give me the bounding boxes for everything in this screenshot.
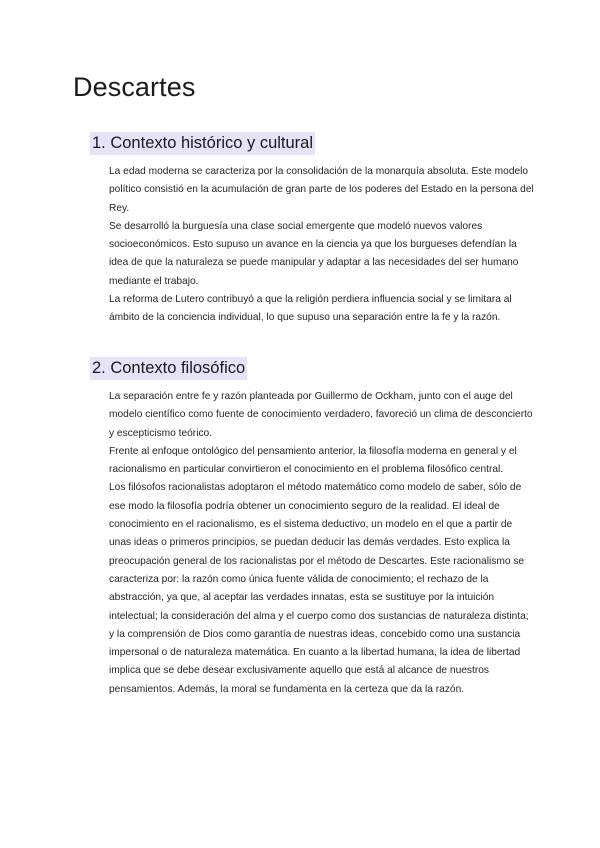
section-body-historical-context	[109, 163, 534, 328]
section-heading-highlight: 1. Contexto histórico y cultural	[90, 132, 315, 155]
paragraph: La reforma de Lutero contribuyó a que la religión perdiera influencia social y se limitara al ámbito de la conciencia individual, lo que supuso una separación entre la fe y la razón.	[109, 294, 512, 324]
paragraph: Los filósofos racionalistas adoptaron el método matemático como modelo de saber, sólo de ese modo la filosofía podría obtener un conocimiento seguro de la realidad. El ideal de conocimiento en el racionalismo, es el sistema deductivo, un modelo en el que a partir de unas ideas o primeros principios, se puedan deducir las demás verdades. Esto explica la preocupación general de los racionalistas por el método de Descartes. Este racionalismo se caracteriza por: la razón como única fuente válida de conocimiento; el rechazo de la abstracción, ya que, al aceptar las verdades innatas, esta se sustituye por la intuición intelectual; la consideración del alma y el cuerpo como dos sustancias de naturaleza distinta; y la comprensión de Dios como garantía de nuestras ideas, concebido como una sustancia impersonal o de naturaleza matemática. En cuanto a la libertad humana, la idea de libertad implica que se debe desear exclusivamente aquello que está al alcance de nuestros pensamientos. Además, la moral se fundamenta en la certeza que da la razón.	[109, 482, 529, 695]
paragraph: La separación entre fe y razón planteada por Guillermo de Ockham, junto con el auge del modelo científico como fuente de conocimiento verdadero, favoreció un clima de desconcierto y escepticismo teórico.	[109, 391, 533, 439]
section-body-philosophical-context	[109, 388, 534, 699]
section-heading-philosophical-context	[90, 359, 247, 378]
paragraph: Se desarrolló la burguesía una clase social emergente que modeló nuevos valores socioeconómicos. Esto supuso un avance en la ciencia ya que los burgueses defendían la idea de que la naturaleza se puede manipular y adaptar a las necesidades del ser humano mediante el trabajo.	[109, 220, 519, 287]
document-title: Descartes	[73, 72, 196, 102]
section-heading-highlight: 2. Contexto filosófico	[90, 357, 247, 380]
paragraph: Frente al enfoque ontológico del pensamiento anterior, la filosofía moderna en general y el racionalismo en particular convirtieron el conocimiento en el problema filosófico central.	[109, 445, 517, 476]
paragraph: La edad moderna se caracteriza por la consolidación de la monarquía absoluta. Este modelo político consistió en la acumulación de gran parte de los poderes del Estado en la persona del Rey.	[109, 166, 534, 214]
section-heading-historical-context	[90, 134, 315, 153]
